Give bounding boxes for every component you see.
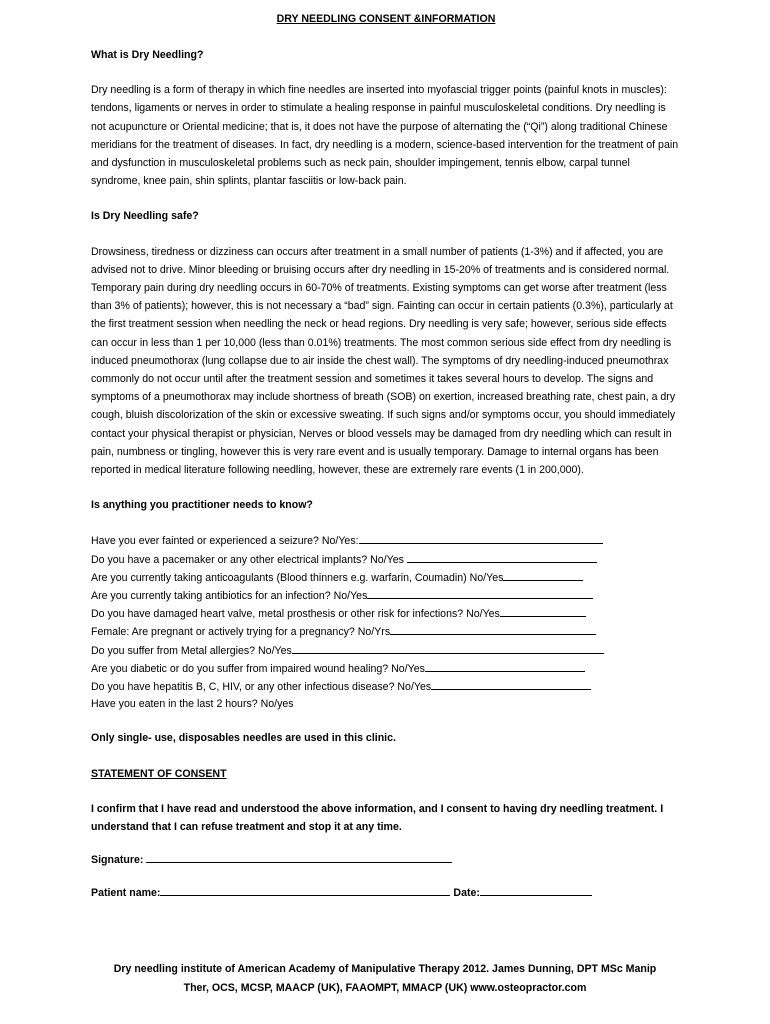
date-label: Date: [450,887,480,900]
answer-line[interactable] [500,604,586,617]
footer-line-1: Dry needling institute of American Academy of Manipulative Therapy 2012. James Dunning, DPT MSc Manip [113,963,657,975]
question-item: Female: Are pregnant or actively trying for a pregnancy? No/Yrs [91,622,681,640]
answer-line[interactable] [503,568,583,581]
answer-line[interactable] [292,641,604,654]
question-item: Are you currently taking antibiotics for an infection? No/Yes [91,586,681,604]
consent-heading: STATEMENT OF CONSENT [91,767,227,780]
answer-line[interactable] [367,586,593,599]
document-title: DRY NEEDLING CONSENT &INFORMATION [276,13,496,25]
question-item: Are you diabetic or do you suffer from impaired wound healing? No/Yes [91,659,681,677]
answer-line[interactable] [431,677,591,690]
answer-line[interactable] [407,550,597,563]
signature-row [91,850,681,869]
footer-line-2: Ther, OCS, MCSP, MAACP (UK), FAAOMPT, MMACP (UK) www.osteopractor.com [183,981,587,994]
needles-note: Only single- use, disposables needles are used in this clinic. [91,732,396,745]
consent-body: I confirm that I have read and understood the above information, and I consent to having dry needling treatment. I understand that I can refuse treatment and stop it at any time. [91,802,664,833]
signature-line[interactable] [146,850,452,863]
answer-line[interactable] [390,622,596,635]
footer-citation [70,960,700,997]
answer-line[interactable] [425,659,585,672]
question-item: Do you suffer from Metal allergies? No/Yes [91,641,681,659]
section-heading-what-is: What is Dry Needling? [91,49,204,61]
answer-line[interactable] [359,531,603,544]
section-heading-questions: Is anything you practitioner needs to know? [91,499,313,512]
consent-document [91,9,681,903]
question-item: Do you have a pacemaker or any other electrical implants? No/Yes [91,550,681,568]
section-body-what-is: Dry needling is a form of therapy in which fine needles are inserted into myofascial trigger points (painful knots in muscles): tendons, ligaments or nerves in order to stimulate a healing response in painful musculoskeletal conditions. Dry needling is not acupuncture or Oriental medicine; that is, it does not have the purpose of alternating the (“Qi”) along traditional Chinese meridians for the treatment of diseases. In fact, dry needling is a modern, science-based intervention for the treatment of pain and dysfunction in musculoskeletal problems such as neck pain, shoulder impingement, tennis elbow, carpal tunnel syndrome, knee pain, shin splints, plantar fasciitis or low-back pain. [91,84,679,188]
question-item: Have you eaten in the last 2 hours? No/yes [91,698,294,711]
question-list [91,531,681,713]
question-item: Are you currently taking anticoagulants (Blood thinners e.g. warfarin, Coumadin) No/Yes [91,568,681,586]
date-line[interactable] [480,883,592,896]
question-item: Have you ever fainted or experienced a seizure? No/Yes: [91,531,681,549]
patient-name-label: Patient name: [91,887,161,900]
question-item: Do you have hepatitis B, C, HIV, or any other infectious disease? No/Yes [91,677,681,695]
section-heading-safety: Is Dry Needling safe? [91,210,199,223]
patient-date-row [91,883,681,902]
section-body-safety: Drowsiness, tiredness or dizziness can occurs after treatment in a small number of patients (1-3%) and if affected, you are advised not to drive. Minor bleeding or bruising occurs after dry needling in 15-20% of treatments and is considered normal. Temporary pain during dry needling occurs in 60-70% of treatments. Existing symptoms can get worse after treatment (less than 3% of patients); however, this is not necessary a “bad” sign. Fainting can occur in certain patients (0.3%), particularly at the first treatment session when needling the neck or head regions. Dry needling is very safe; however, serious side effects can occur in less than 1 per 10,000 (less than 0.01%) treatments. The most common serious side effect from dry needling is induced pneumothorax (lung collapse due to air inside the chest wall). The symptoms of dry needling-induced pneumothrax commonly do not occur until after the treatment session and sometimes it takes several hours to develop. The signs and symptoms of a pneumothorax may include shortness of breath (SOB) on exertion, increased breathing rate, chest pain, a dry cough, bluish discolorization of the skin or excessive sweating. If such signs and/or symptoms occur, you should immediately contact your physical therapist or physician, Nerves or blood vessels may be damaged from dry needling which can result in pain, numbness or tingling, however this is very rare event and is usually temporary. Damage to internal organs has been reported in medical literature following needling, however, these are extremely rare events (1 in 200,000). [91,245,676,477]
signature-label: Signature: [91,854,147,867]
question-item: Do you have damaged heart valve, metal prosthesis or other risk for infections? No/Yes [91,604,681,622]
patient-name-line[interactable] [160,883,450,896]
